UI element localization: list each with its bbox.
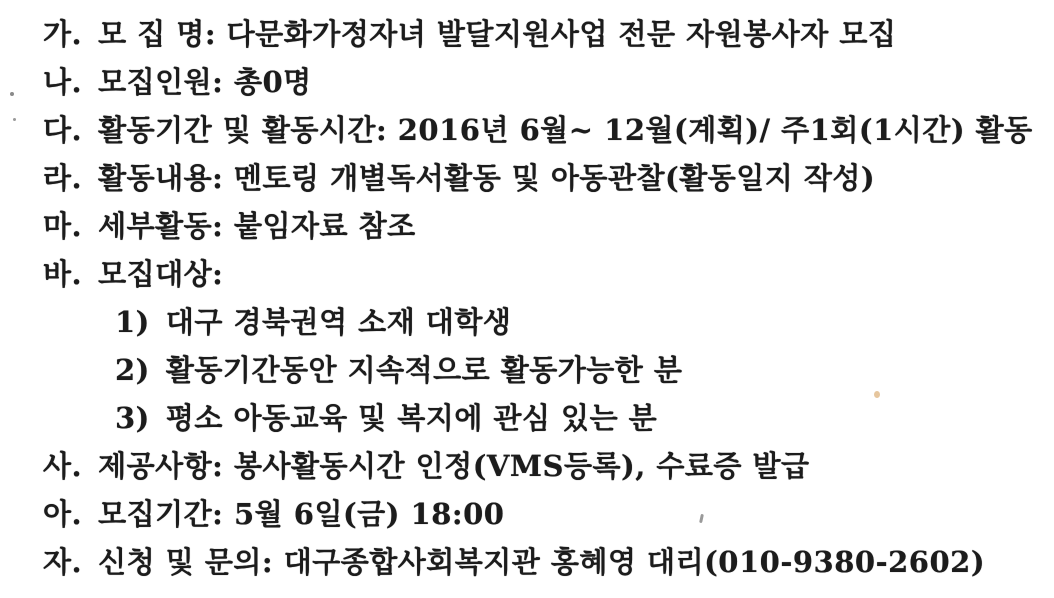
doc-subitem-1: [43, 298, 1044, 346]
line-label: 바.: [43, 257, 83, 291]
line-label: 1): [115, 305, 150, 339]
doc-subitem-2: [43, 346, 1044, 394]
line-text: 활동기간 및 활동시간: 2016년 6월~ 12월(계획)/ 주1회(1시간) 활동: [98, 113, 1033, 147]
line-text: 모집기간: 5월 6일(금) 18:00: [98, 497, 505, 531]
doc-line-ra: [43, 154, 1044, 202]
scan-artifact: [10, 92, 14, 96]
doc-line-da: [43, 106, 1044, 154]
line-text: 활동내용: 멘토링 개별독서활동 및 아동관찰(활동일지 작성): [98, 161, 876, 195]
line-text: 활동기간동안 지속적으로 활동가능한 분: [165, 353, 683, 387]
doc-line-ba: [43, 250, 1044, 298]
scan-artifact: [13, 118, 16, 121]
line-label: 자.: [43, 545, 83, 579]
line-label: 다.: [43, 113, 83, 147]
doc-line-ah: [43, 490, 1044, 538]
line-label: 사.: [43, 449, 83, 483]
doc-line-ja: [43, 538, 1044, 586]
line-text: 모집인원: 총0명: [98, 65, 312, 99]
doc-line-ga: [43, 10, 1044, 58]
doc-line-sa: [43, 442, 1044, 490]
scan-artifact: [874, 391, 880, 398]
line-text: 대구 경북권역 소재 대학생: [165, 305, 512, 339]
document-body: [43, 10, 1044, 586]
line-label: 3): [115, 401, 150, 435]
line-text: 제공사항: 봉사활동시간 인정(VMS등록), 수료증 발급: [98, 449, 810, 483]
line-label: 가.: [43, 17, 83, 51]
line-label: 라.: [43, 161, 83, 195]
line-label: 나.: [43, 65, 83, 99]
line-label: 마.: [43, 209, 83, 243]
line-label: 2): [115, 353, 150, 387]
line-label: 아.: [43, 497, 83, 531]
doc-subitem-3: [43, 394, 1044, 442]
line-text: 신청 및 문의: 대구종합사회복지관 홍혜영 대리(010-9380-2602): [98, 545, 986, 579]
doc-line-ma: [43, 202, 1044, 250]
line-text: 세부활동: 붙임자료 참조: [98, 209, 416, 243]
line-text: 모 집 명: 다문화가정자녀 발달지원사업 전문 자원봉사자 모집: [98, 17, 897, 51]
doc-line-na: [43, 58, 1044, 106]
line-text: 모집대상:: [98, 257, 224, 291]
line-text: 평소 아동교육 및 복지에 관심 있는 분: [165, 401, 658, 435]
